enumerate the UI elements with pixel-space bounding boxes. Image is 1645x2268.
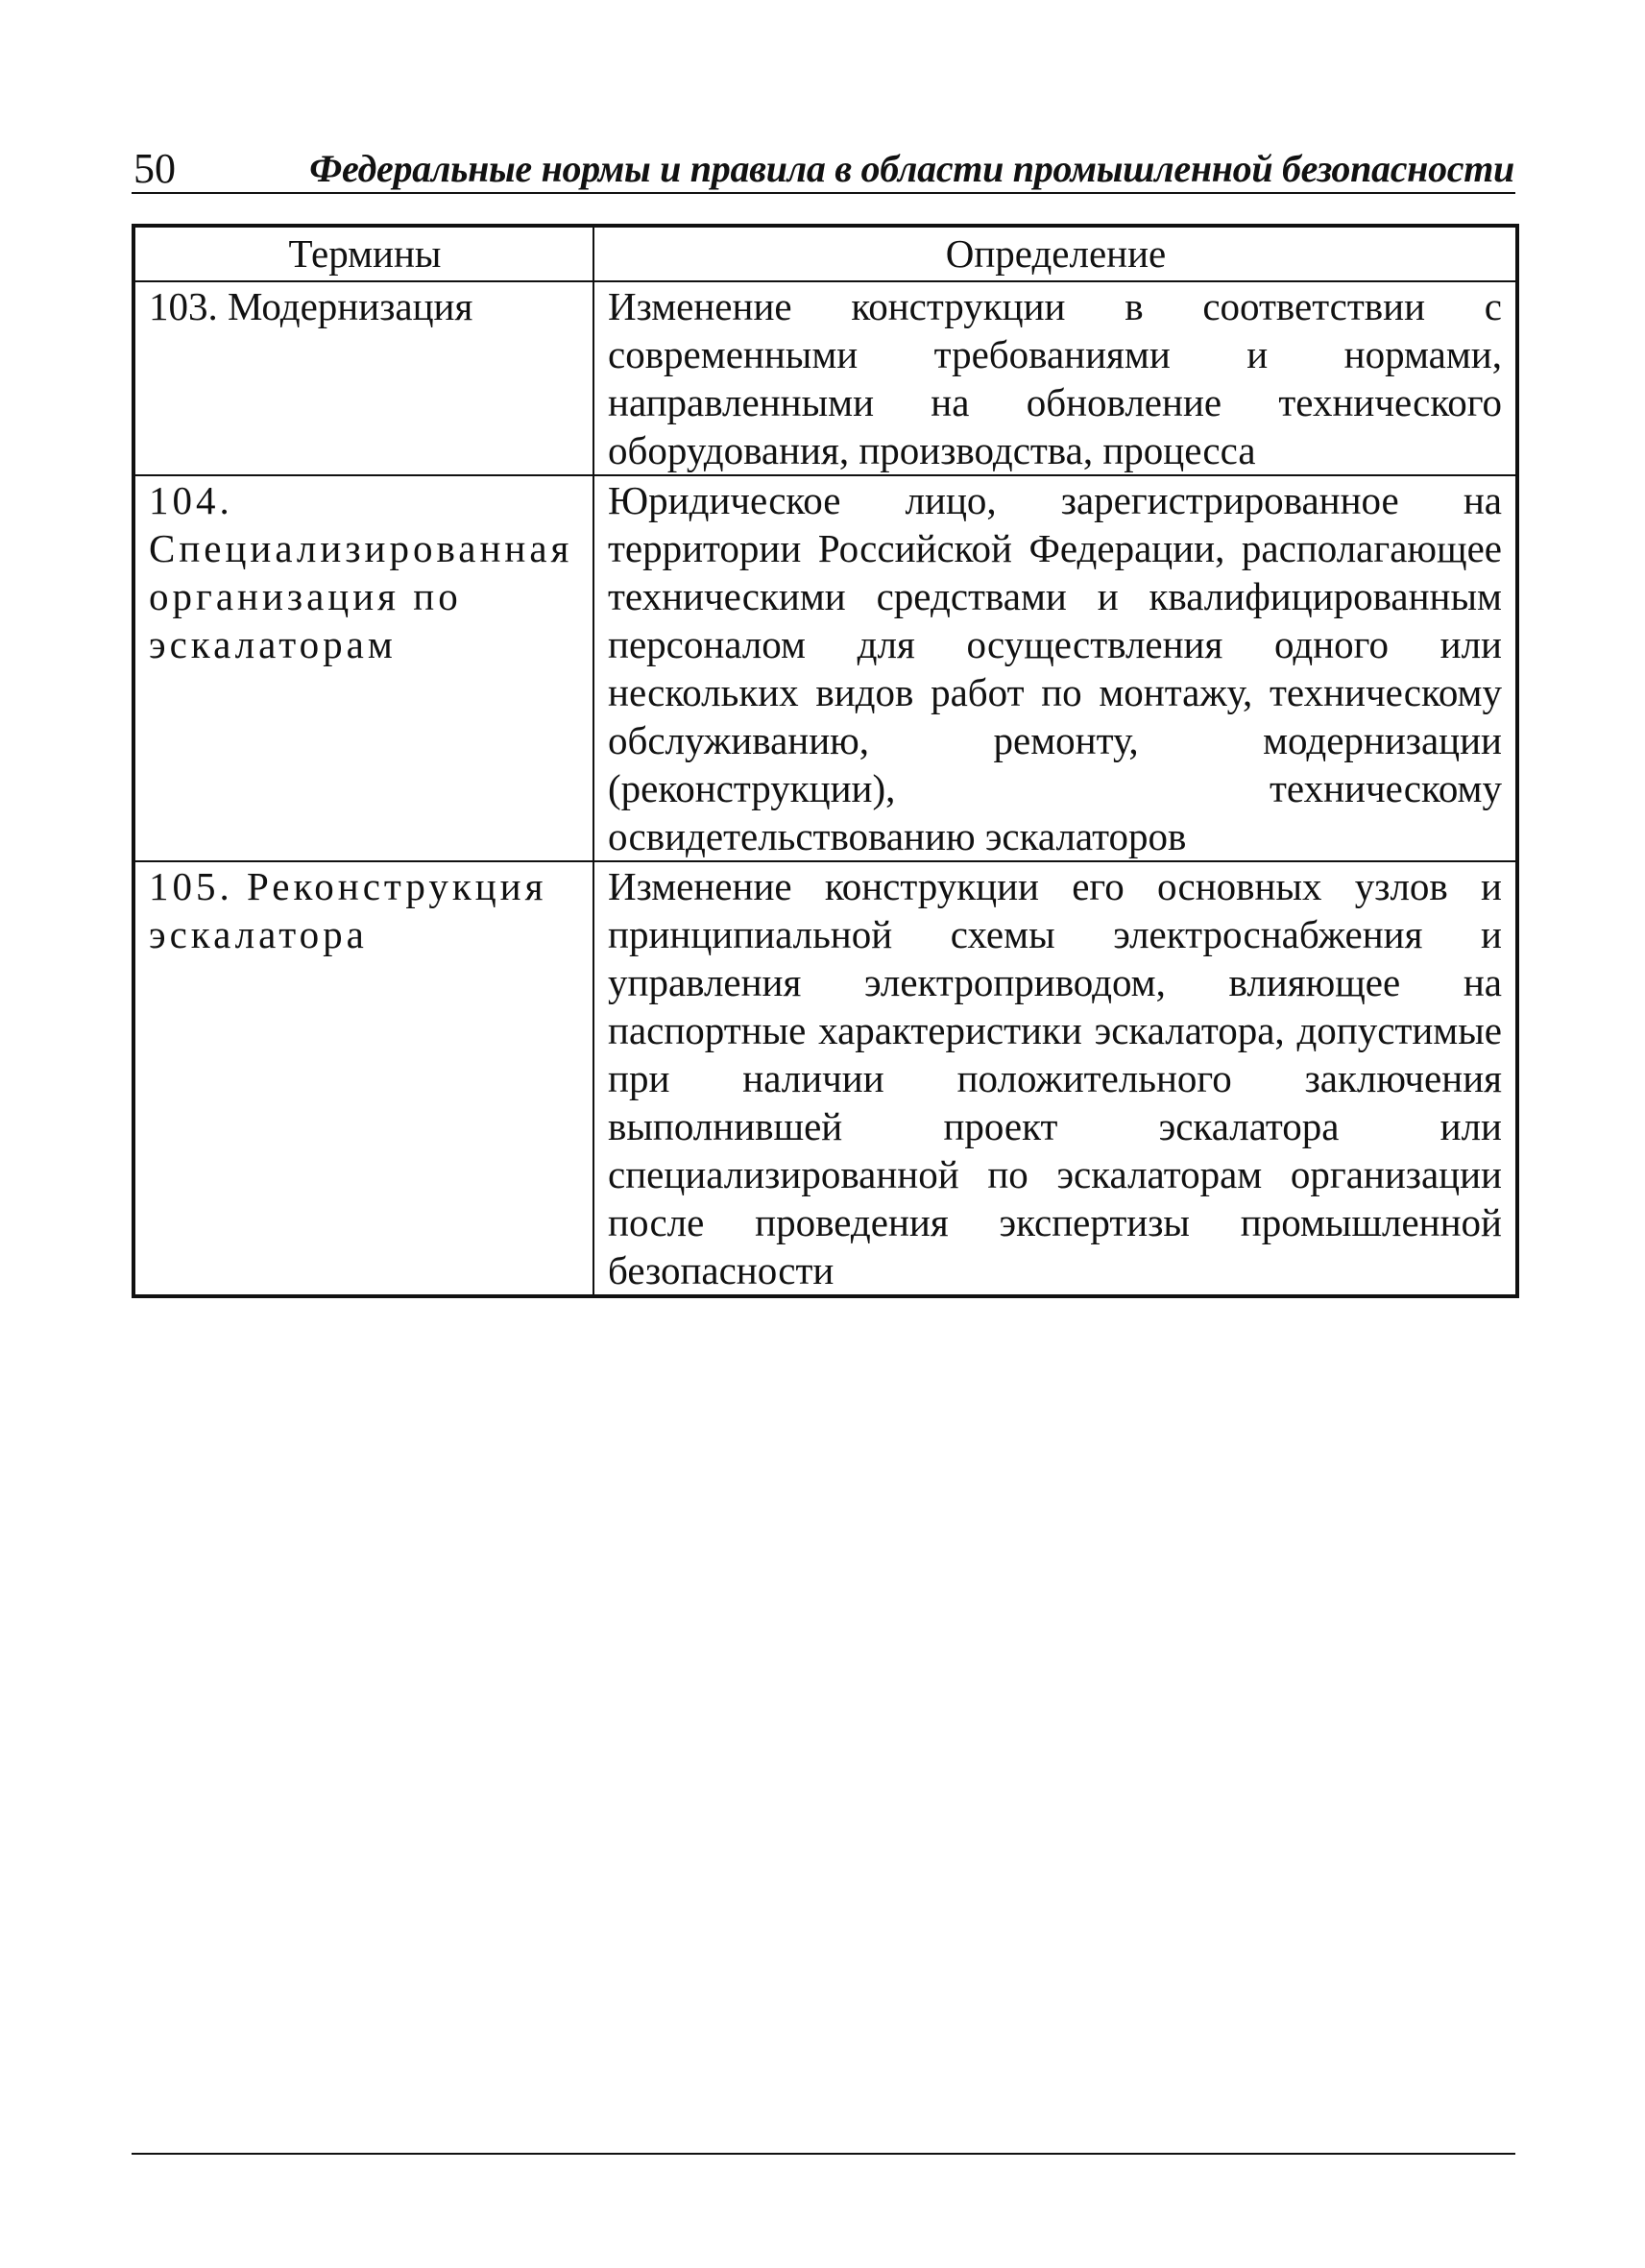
definition-cell: Изменение конструкции в соответствии с современными требованиями и нормами, направленными на обновление технического оборудования, производства, процесса bbox=[593, 281, 1517, 475]
column-header-definition: Определение bbox=[593, 226, 1517, 281]
definition-cell: Изменение конструкции его основных узлов и принципиальной схемы электроснабжения и управления электроприводом, влияющее на паспортные характеристики эскалатора, допустимые при наличии положительного заключения выполнившей проект эскалатора или специализированной по эскалаторам организации после проведения экспертизы промышленной безопасности bbox=[593, 861, 1517, 1296]
page-number: 50 bbox=[133, 145, 176, 192]
footer-rule bbox=[132, 2153, 1515, 2155]
table-header-row bbox=[133, 226, 1517, 281]
header-rule bbox=[132, 192, 1515, 194]
table-row bbox=[133, 861, 1517, 1296]
running-title: Федеральные нормы и правила в области промышленной безопасности bbox=[309, 147, 1514, 190]
term-cell: 104. Специализированная организация по эскалаторам bbox=[133, 475, 593, 861]
term-cell: 105. Реконструкция эскалатора bbox=[133, 861, 593, 1296]
term-cell: 103. Модернизация bbox=[133, 281, 593, 475]
definition-cell: Юридическое лицо, зарегистрированное на территории Российской Федерации, располагающее техническими средствами и квалифицированным персоналом для осуществления одного или нескольких видов работ по монтажу, техническому обслуживанию, ремонту, модернизации (реконструкции), техническому освидетельствованию эскалаторов bbox=[593, 475, 1517, 861]
table-row bbox=[133, 475, 1517, 861]
page-header bbox=[132, 144, 1514, 194]
terms-table bbox=[132, 224, 1519, 1298]
table-row bbox=[133, 281, 1517, 475]
column-header-terms: Термины bbox=[133, 226, 593, 281]
